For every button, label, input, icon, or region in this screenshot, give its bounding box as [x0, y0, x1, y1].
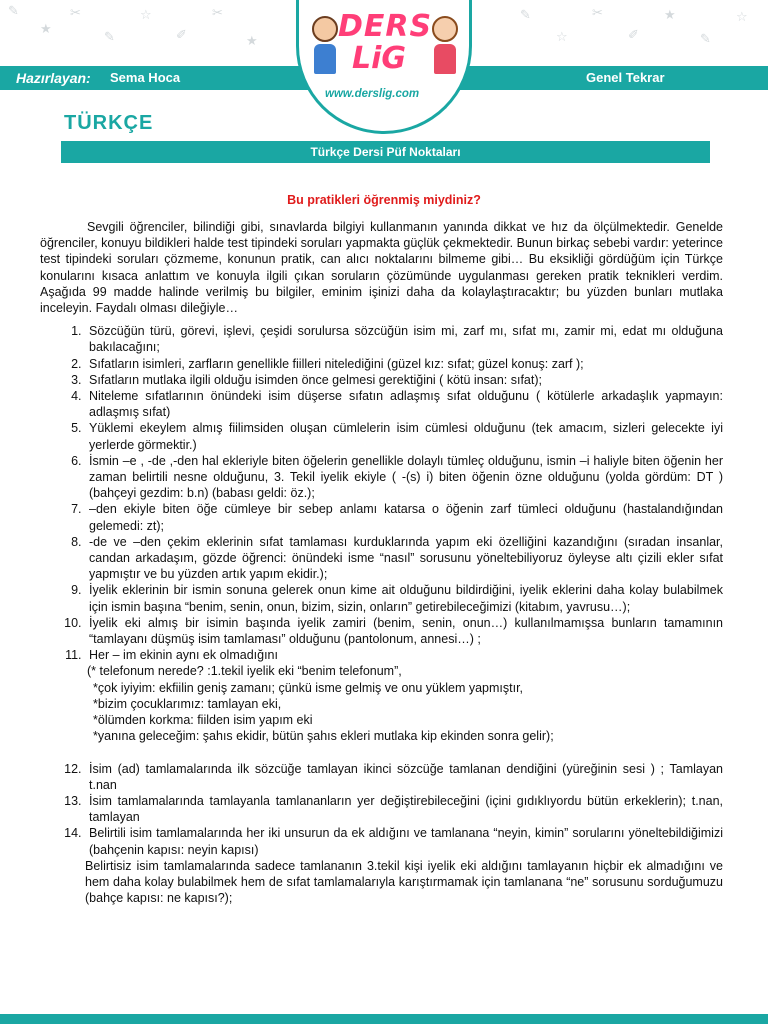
list-item: 9. İyelik eklerinin bir ismin sonuna gelerek onun kime ait olduğunu bildirdiğini, iyelik eklerini daha kolay bulabilmek için ismin başına “benim, senin, onun, bizim, sizin, onların” getirebileceğimizi (kitabım, yavrusu…); — [85, 582, 723, 614]
list-item: 7. –den ekiyle biten öğe cümleye bir sebep anlamı katarsa o öğenin zarf tümleci olduğunu (hastalandığından gelemedi: zt); — [85, 501, 723, 533]
example-line: *ölümden korkma: fiilden isim yapım eki — [93, 713, 313, 728]
example-line: *bizim çocuklarımız: tamlayan eki, — [93, 696, 282, 711]
example-line: *yanına geleceğim: şahıs ekidir, bütün şahıs ekleri mutlaka kip ekinden sonra gelir); — [93, 729, 554, 744]
author-name: Sema Hoca — [110, 70, 181, 85]
closing-paragraph: Belirtisiz isim tamlamalarında sadece tamlananın 3.tekil kişi iyelik eki aldığını tamlayanın hiçbir ek almadığını ve hem daha kolay bulabilmek hem de sıfat tamlamalarıyla karıştırmamak için tamlanana “ne” sorusunu sorduğumuzu (bahçe kapısı: ne kapısı?); — [85, 858, 723, 906]
logo-url[interactable]: www.derslig.com — [325, 88, 420, 100]
list-item: 13. İsim tamlamalarında tamlayanla tamlananların yer değiştirebileceğini (içini gıdıklıyordu bütün erkeklerin); t.nan, tamlayan — [85, 793, 723, 825]
list-item: 14. Belirtili isim tamlamalarında her iki unsurun da ek aldığını ve tamlanana “neyin, kimin” sorularını yöneltebildiğimizi (bahçenin kapısı: neyin kapısı) — [85, 825, 723, 857]
list-item: 1. Sözcüğün türü, görevi, işlevi, çeşidi sorulursa sözcüğün isim mi, zarf mı, sıfat mı, zamir mi, edat mı olduğuna bakılacağını; — [85, 323, 723, 355]
list-item: 10. İyelik eki almış bir isimin başında iyelik zamiri (benim, senin, onun…) kullanılmamışsa bunların tamamının “tamlayanı düşmüş isim tamlaması” olduğunu (pantolonum, annesi…) ; — [85, 615, 723, 647]
logo-text-top: DERS — [338, 9, 433, 44]
example-line: (* telefonum nerede? :1.tekil iyelik eki “benim telefonum”, — [87, 664, 402, 679]
logo-text-bottom: LiG — [352, 41, 407, 76]
list-item: 8. -de ve –den çekim eklerinin sıfat tamlaması kurduklarında yapım eki özelliğini kazandığını (sıradan insanlar, candan arkadaşım, gözde öğrenci: önündeki isme “nasıl” sorusunu yöneltebiliyoruz öyleyse altı çizili ekler sıfat yapmıştır ve bu yüzden artık yapım ekidir.); — [85, 534, 723, 583]
prepared-by-label: Hazırlayan: — [16, 70, 91, 86]
girl-mascot-icon — [432, 16, 458, 78]
question-heading: Bu pratikleri öğrenmiş miydiniz? — [287, 193, 481, 207]
document-body — [40, 219, 723, 906]
subject-heading: TÜRKÇE — [64, 112, 154, 134]
list-item — [85, 647, 723, 760]
list-item: 2. Sıfatların isimleri, zarfların genellikle fiilleri nitelediğini (güzel kız: sıfat; güzel konuş: zarf ); — [85, 356, 723, 372]
list-item: 3. Sıfatların mutlaka ilgili olduğu isimden önce gelmesi gerektiğini ( kötü insan: sıfat); — [85, 372, 723, 388]
boy-mascot-icon — [312, 16, 338, 78]
intro-paragraph: Sevgili öğrenciler, bilindiği gibi, sınavlarda bilgiyi kullanmanın yanında dikkat ve hız da ölçülmektedir. Genelde öğrenciler, konuyu bildikleri halde test tipindeki soruları yapmakta güçlük çekmektedir. Bunun birkaç sebebi vardır: yeterince test tipindeki soruları çözmeme, konunun pratik, can alıcı noktalarını bilmeme gibi… Bu eksikliği gördüğüm için Türkçe konularını kısaca anlattım ve konuyla ilgili çıkan soruların çözümünde uygulanması gereken pratik teknikleri verdim. Aşağıda 99 madde halinde verilmiş bu bilgiler, eminim işinizi daha da kolaylaştıracaktır; bu yüzden bunları mutlaka inceleyin. Faydalı olması dileğiyle… — [40, 220, 723, 316]
list-item: 4. Niteleme sıfatlarının önündeki isim düşerse sıfatın adlaşmış sıfat olduğunu ( kötülerle arkadaşlık yapmayın: adlaşmış sıfat) — [85, 388, 723, 420]
list-item: 12. İsim (ad) tamlamalarında ilk sözcüğe tamlayan ikinci sözcüğe tamlanan dendiğini (yüreğinin sesi ) ; Tamlayan t.nan — [85, 761, 723, 793]
example-line: *çok iyiyim: ekfiilin geniş zamanı; çünkü isme gelmiş ve onu yüklem yapmıştır, — [93, 680, 524, 695]
list-item: 6. İsmin –e , -de ,-den hal ekleriyle biten öğelerin genellikle dolaylı tümleç olduğunu, ismin –i haliyle biten öğenin her zaman belirtili nesne olduğunu, 3. Tekil iyelik ekiyle ( -(s) i) biten öğenin özne olduğunu (yolda gördüm: DT ) (bahçeyi gezdim: b.n) (babası geldi: öz.); — [85, 453, 723, 502]
item-11-examples — [87, 663, 723, 744]
tips-list — [40, 323, 723, 858]
list-item: 5. Yüklemi ekeylem almış fiilimsiden oluşan cümlelerin isim cümlesi olduğunu (tek amacım, sizleri gelecekte iyi yerlerde görmektir.) — [85, 420, 723, 452]
list-item-lead: 11. Her – im ekinin aynı ek olmadığını — [89, 648, 278, 663]
header-doodle-background: ✎ ★ ✂ ✎ ☆ ✐ ✂ ★ ✎ ☆ ✂ ✐ ★ ✎ ☆ — [0, 0, 768, 64]
topic-label: Genel Tekrar — [586, 70, 665, 85]
footer-bar — [0, 1014, 768, 1024]
page-title: Türkçe Dersi Püf Noktaları — [61, 141, 710, 163]
